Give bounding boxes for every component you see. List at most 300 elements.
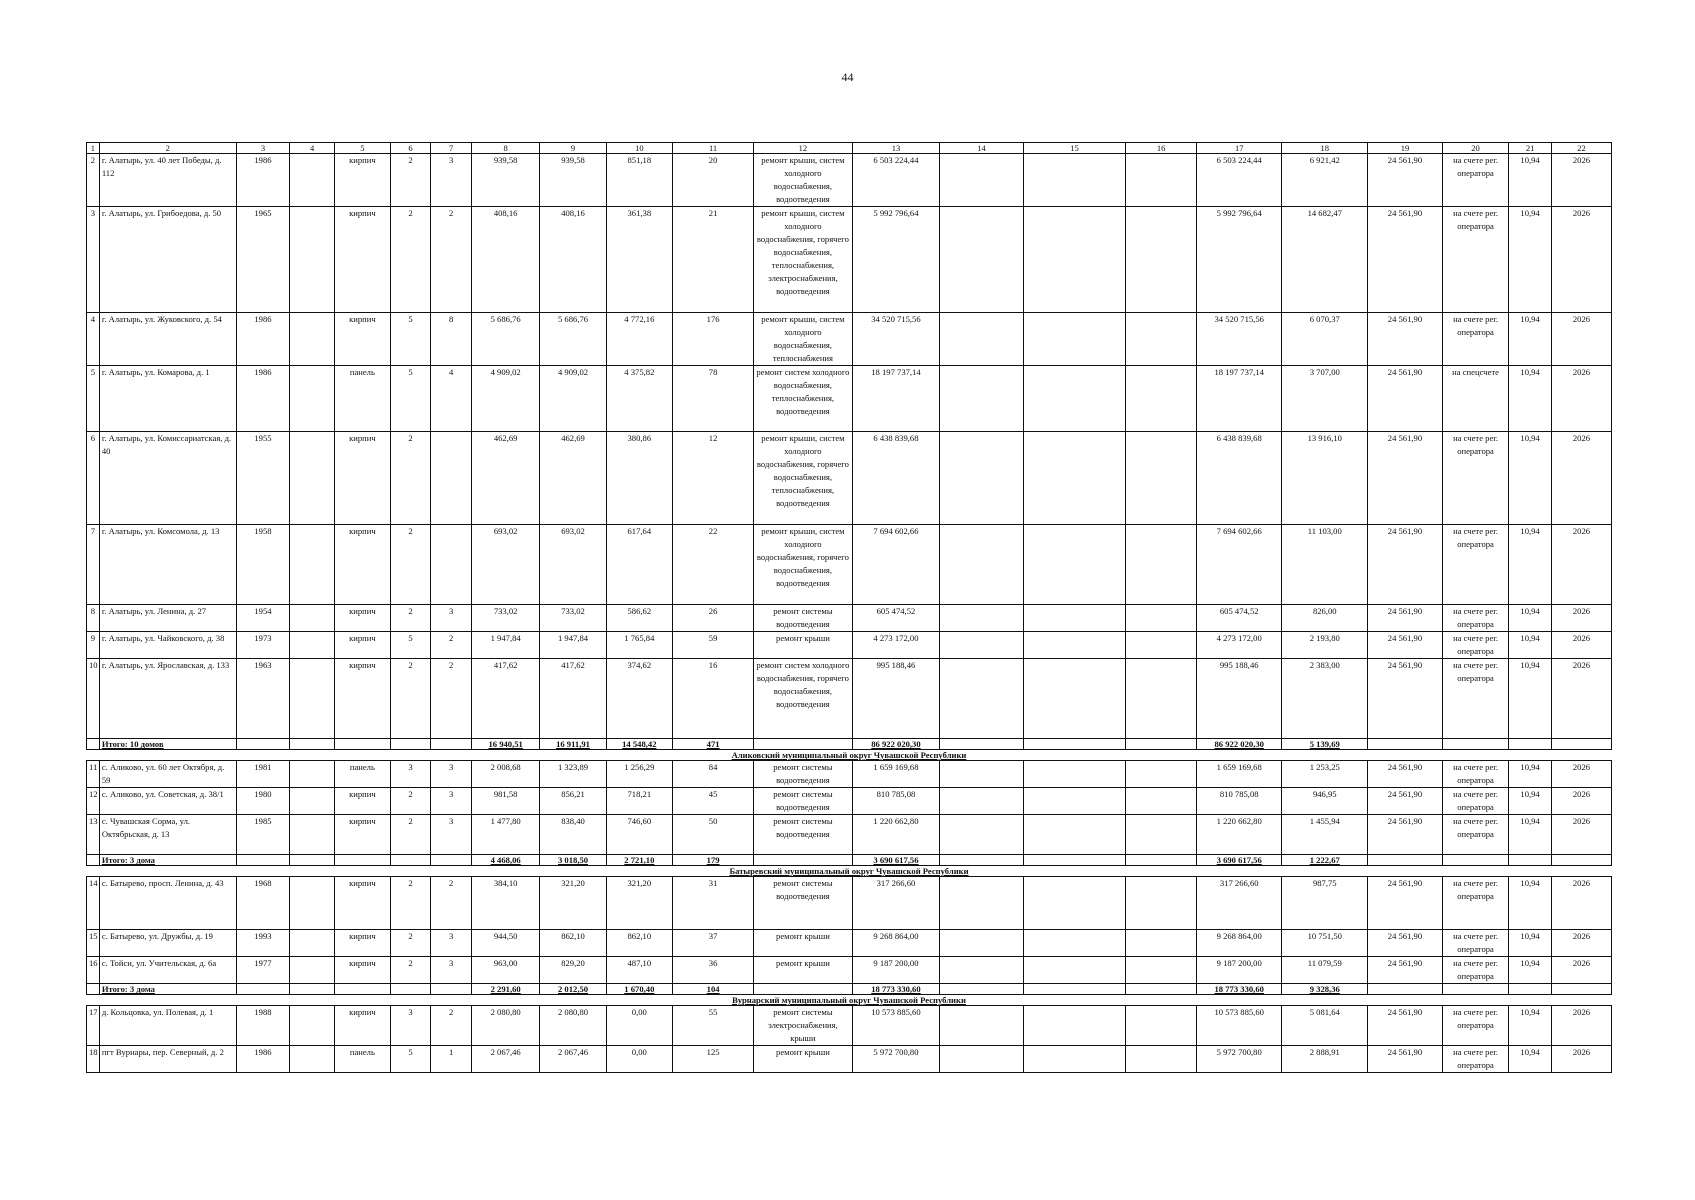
cell-col-1: 5 (87, 366, 100, 432)
column-number: 6 (390, 143, 431, 154)
cell-col-3: 1973 (236, 632, 289, 659)
column-number: 21 (1509, 143, 1552, 154)
cell-col-21: 10,94 (1509, 207, 1552, 313)
cell-col-20: на счете рег. оператора (1442, 432, 1508, 525)
cell-col-4 (290, 957, 335, 984)
cell-col-11: 179 (672, 855, 753, 866)
cell-col-6 (390, 984, 431, 995)
house-row (87, 525, 1612, 605)
cell-col-21: 10,94 (1509, 788, 1552, 815)
cell-col-5 (335, 739, 391, 750)
cell-col-9: 4 909,02 (540, 366, 606, 432)
cell-col-19: 24 561,90 (1368, 877, 1443, 930)
cell-col-9: 5 686,76 (540, 313, 606, 366)
cell-col-15 (1023, 739, 1126, 750)
cell-col-1: 12 (87, 788, 100, 815)
subtotal-row (87, 984, 1612, 995)
cell-col-18: 10 751,50 (1282, 930, 1368, 957)
cell-col-11: 45 (672, 788, 753, 815)
cell-col-17: 86 922 020,30 (1196, 739, 1282, 750)
cell-col-15 (1023, 815, 1126, 855)
cell-col-19: 24 561,90 (1368, 432, 1443, 525)
cell-col-21: 10,94 (1509, 313, 1552, 366)
cell-col-17: 1 659 169,68 (1196, 761, 1282, 788)
cell-col-9: 408,16 (540, 207, 606, 313)
cell-col-6: 2 (390, 930, 431, 957)
cell-col-18: 9 328,36 (1282, 984, 1368, 995)
cell-col-20: на счете рег. оператора (1442, 154, 1508, 207)
cell-col-13: 9 187 200,00 (852, 957, 940, 984)
cell-col-21: 10,94 (1509, 930, 1552, 957)
column-number: 5 (335, 143, 391, 154)
cell-col-9: 2 012,50 (540, 984, 606, 995)
cell-col-11: 12 (672, 432, 753, 525)
cell-col-18: 14 682,47 (1282, 207, 1368, 313)
cell-col-1: 13 (87, 815, 100, 855)
cell-col-14 (940, 739, 1023, 750)
cell-col-22: 2026 (1551, 1006, 1611, 1046)
cell-col-22: 2026 (1551, 930, 1611, 957)
cell-col-13: 810 785,08 (852, 788, 940, 815)
cell-col-12: ремонт крыши, систем холодного водоснабжения, горячего водоснабжения, теплоснабжения, водоотведения (754, 432, 852, 525)
cell-col-14 (940, 788, 1023, 815)
cell-col-10: 718,21 (606, 788, 672, 815)
cell-col-7 (431, 525, 472, 605)
cell-col-12: ремонт системы водоотведения (754, 815, 852, 855)
cell-col-9: 693,02 (540, 525, 606, 605)
cell-col-4 (290, 1006, 335, 1046)
cell-col-2: г. Алатырь, ул. 40 лет Победы, д. 112 (99, 154, 236, 207)
cell-col-5: кирпич (335, 632, 391, 659)
cell-col-9: 1 947,84 (540, 632, 606, 659)
cell-col-13: 317 266,60 (852, 877, 940, 930)
cell-col-14 (940, 1046, 1023, 1073)
cell-col-9: 838,40 (540, 815, 606, 855)
cell-col-11: 78 (672, 366, 753, 432)
cell-col-20: на счете рег. оператора (1442, 659, 1508, 739)
cell-col-14 (940, 525, 1023, 605)
cell-col-16 (1126, 984, 1197, 995)
cell-col-16 (1126, 739, 1197, 750)
cell-col-7: 2 (431, 659, 472, 739)
cell-col-4 (290, 659, 335, 739)
cell-col-3: 1977 (236, 957, 289, 984)
cell-col-5: кирпич (335, 207, 391, 313)
cell-col-6: 2 (390, 815, 431, 855)
cell-col-12: ремонт систем холодного водоснабжения, теплоснабжения, водоотведения (754, 366, 852, 432)
cell-col-18: 2 383,00 (1282, 659, 1368, 739)
column-number-row (87, 143, 1612, 154)
cell-col-19: 24 561,90 (1368, 761, 1443, 788)
cell-col-2: с. Чувашская Сорма, ул. Октябрьская, д. 13 (99, 815, 236, 855)
cell-col-11: 104 (672, 984, 753, 995)
cell-col-22: 2026 (1551, 207, 1611, 313)
cell-col-7: 1 (431, 1046, 472, 1073)
column-number: 9 (540, 143, 606, 154)
cell-col-22 (1551, 855, 1611, 866)
cell-col-8: 462,69 (471, 432, 539, 525)
cell-col-11: 176 (672, 313, 753, 366)
cell-col-13: 6 438 839,68 (852, 432, 940, 525)
cell-col-2: г. Алатырь, ул. Ярославская, д. 133 (99, 659, 236, 739)
house-row (87, 605, 1612, 632)
cell-col-14 (940, 605, 1023, 632)
cell-col-22: 2026 (1551, 877, 1611, 930)
cell-col-11: 20 (672, 154, 753, 207)
cell-col-12: ремонт системы водоотведения (754, 605, 852, 632)
cell-col-8: 16 940,51 (471, 739, 539, 750)
cell-col-18: 13 916,10 (1282, 432, 1368, 525)
cell-col-13: 18 773 330,60 (852, 984, 940, 995)
subtotal-row (87, 739, 1612, 750)
cell-col-1: 2 (87, 154, 100, 207)
cell-col-16 (1126, 154, 1197, 207)
cell-col-14 (940, 984, 1023, 995)
cell-col-16 (1126, 815, 1197, 855)
cell-col-20: на счете рег. оператора (1442, 1006, 1508, 1046)
cell-col-2: г. Алатырь, ул. Чайковского, д. 38 (99, 632, 236, 659)
cell-col-3: 1963 (236, 659, 289, 739)
cell-col-16 (1126, 207, 1197, 313)
cell-col-13: 9 268 864,00 (852, 930, 940, 957)
cell-col-21: 10,94 (1509, 432, 1552, 525)
cell-col-21: 10,94 (1509, 815, 1552, 855)
cell-col-7: 3 (431, 761, 472, 788)
cell-col-13: 86 922 020,30 (852, 739, 940, 750)
cell-col-18: 5 081,64 (1282, 1006, 1368, 1046)
cell-col-8: 384,10 (471, 877, 539, 930)
cell-col-3 (236, 855, 289, 866)
cell-col-5: кирпич (335, 1006, 391, 1046)
cell-col-3 (236, 739, 289, 750)
cell-col-5 (335, 855, 391, 866)
cell-col-7: 4 (431, 366, 472, 432)
cell-col-18: 6 921,42 (1282, 154, 1368, 207)
cell-col-11: 125 (672, 1046, 753, 1073)
cell-col-16 (1126, 957, 1197, 984)
cell-col-16 (1126, 366, 1197, 432)
cell-col-4 (290, 632, 335, 659)
cell-col-11: 59 (672, 632, 753, 659)
cell-col-8: 1 477,80 (471, 815, 539, 855)
cell-col-2: г. Алатырь, ул. Комсомола, д. 13 (99, 525, 236, 605)
cell-col-12 (754, 984, 852, 995)
cell-col-7: 2 (431, 877, 472, 930)
cell-col-2: с. Аликово, ул. Советская, д. 38/1 (99, 788, 236, 815)
cell-col-9: 3 018,50 (540, 855, 606, 866)
house-row (87, 154, 1612, 207)
cell-col-9: 2 080,80 (540, 1006, 606, 1046)
cell-col-8: 2 067,46 (471, 1046, 539, 1073)
column-number: 2 (99, 143, 236, 154)
cell-col-7 (431, 984, 472, 995)
cell-col-21: 10,94 (1509, 761, 1552, 788)
house-row (87, 1006, 1612, 1046)
cell-col-15 (1023, 154, 1126, 207)
cell-col-22: 2026 (1551, 659, 1611, 739)
cell-col-16 (1126, 855, 1197, 866)
cell-col-19: 24 561,90 (1368, 154, 1443, 207)
column-number: 16 (1126, 143, 1197, 154)
cell-col-14 (940, 313, 1023, 366)
cell-col-9: 1 323,89 (540, 761, 606, 788)
cell-col-17: 34 520 715,56 (1196, 313, 1282, 366)
cell-col-19 (1368, 855, 1443, 866)
cell-col-9: 417,62 (540, 659, 606, 739)
cell-col-5: кирпич (335, 154, 391, 207)
cell-col-18: 6 070,37 (1282, 313, 1368, 366)
cell-col-11: 16 (672, 659, 753, 739)
cell-col-18: 2 193,80 (1282, 632, 1368, 659)
cell-col-21: 10,94 (1509, 605, 1552, 632)
cell-col-8: 417,62 (471, 659, 539, 739)
cell-col-14 (940, 207, 1023, 313)
cell-col-19: 24 561,90 (1368, 930, 1443, 957)
cell-col-1 (87, 739, 100, 750)
column-number: 17 (1196, 143, 1282, 154)
cell-col-1: 4 (87, 313, 100, 366)
cell-col-10: 1 256,29 (606, 761, 672, 788)
cell-col-1: 7 (87, 525, 100, 605)
cell-col-11: 36 (672, 957, 753, 984)
cell-col-16 (1126, 1046, 1197, 1073)
cell-col-18: 11 079,59 (1282, 957, 1368, 984)
cell-col-12: ремонт крыши, систем холодного водоснабжения, горячего водоснабжения, теплоснабжения, электроснабжения, водоотведения (754, 207, 852, 313)
column-number: 18 (1282, 143, 1368, 154)
cell-col-10: 586,62 (606, 605, 672, 632)
cell-col-3: 1985 (236, 815, 289, 855)
cell-col-2: г. Алатырь, ул. Ленина, д. 27 (99, 605, 236, 632)
cell-col-10: 862,10 (606, 930, 672, 957)
cell-col-13: 605 474,52 (852, 605, 940, 632)
cell-col-21: 10,94 (1509, 525, 1552, 605)
cell-col-22: 2026 (1551, 366, 1611, 432)
column-number: 3 (236, 143, 289, 154)
cell-col-11: 50 (672, 815, 753, 855)
cell-col-22: 2026 (1551, 154, 1611, 207)
cell-col-5: кирпич (335, 659, 391, 739)
cell-col-7: 3 (431, 605, 472, 632)
column-number: 4 (290, 143, 335, 154)
cell-col-12: ремонт крыши, систем холодного водоснабжения, водоотведения (754, 154, 852, 207)
cell-col-5: кирпич (335, 313, 391, 366)
column-number: 13 (852, 143, 940, 154)
cell-col-15 (1023, 659, 1126, 739)
cell-col-13: 7 694 602,66 (852, 525, 940, 605)
cell-col-20: на счете рег. оператора (1442, 788, 1508, 815)
district-heading-row (87, 866, 1612, 877)
cell-col-7: 2 (431, 632, 472, 659)
cell-col-20: на счете рег. оператора (1442, 313, 1508, 366)
cell-col-2: г. Алатырь, ул. Жуковского, д. 54 (99, 313, 236, 366)
cell-col-19: 24 561,90 (1368, 632, 1443, 659)
cell-col-13: 1 220 662,80 (852, 815, 940, 855)
cell-col-15 (1023, 605, 1126, 632)
cell-col-20: на счете рег. оператора (1442, 207, 1508, 313)
cell-col-8: 408,16 (471, 207, 539, 313)
cell-col-9: 829,20 (540, 957, 606, 984)
cell-col-3: 1965 (236, 207, 289, 313)
cell-col-2: с. Тойси, ул. Учительская, д. 6а (99, 957, 236, 984)
cell-col-14 (940, 877, 1023, 930)
cell-col-16 (1126, 525, 1197, 605)
cell-col-7: 3 (431, 957, 472, 984)
cell-col-16 (1126, 1006, 1197, 1046)
cell-col-16 (1126, 605, 1197, 632)
cell-col-17: 7 694 602,66 (1196, 525, 1282, 605)
cell-col-17: 3 690 617,56 (1196, 855, 1282, 866)
cell-col-21 (1509, 739, 1552, 750)
cell-col-9: 939,58 (540, 154, 606, 207)
cell-col-20 (1442, 855, 1508, 866)
cell-col-18: 987,75 (1282, 877, 1368, 930)
cell-col-8: 733,02 (471, 605, 539, 632)
cell-col-22: 2026 (1551, 761, 1611, 788)
cell-col-13: 3 690 617,56 (852, 855, 940, 866)
cell-col-14 (940, 815, 1023, 855)
house-row (87, 815, 1612, 855)
column-number: 10 (606, 143, 672, 154)
cell-col-4 (290, 788, 335, 815)
house-row (87, 957, 1612, 984)
cell-col-1: 15 (87, 930, 100, 957)
cell-col-15 (1023, 632, 1126, 659)
cell-col-10: 1 670,40 (606, 984, 672, 995)
column-number: 19 (1368, 143, 1443, 154)
cell-col-10: 487,10 (606, 957, 672, 984)
cell-col-13: 10 573 885,60 (852, 1006, 940, 1046)
cell-col-3: 1988 (236, 1006, 289, 1046)
cell-col-2: Итого: 3 дома (99, 984, 236, 995)
cell-col-5: кирпич (335, 930, 391, 957)
cell-col-13: 995 188,46 (852, 659, 940, 739)
cell-col-18: 2 888,91 (1282, 1046, 1368, 1073)
cell-col-12 (754, 855, 852, 866)
cell-col-15 (1023, 957, 1126, 984)
cell-col-7: 8 (431, 313, 472, 366)
cell-col-15 (1023, 432, 1126, 525)
cell-col-11: 22 (672, 525, 753, 605)
cell-col-18: 826,00 (1282, 605, 1368, 632)
cell-col-7: 3 (431, 930, 472, 957)
cell-col-17: 5 992 796,64 (1196, 207, 1282, 313)
cell-col-10: 321,20 (606, 877, 672, 930)
cell-col-22: 2026 (1551, 605, 1611, 632)
cell-col-9: 321,20 (540, 877, 606, 930)
cell-col-21: 10,94 (1509, 1006, 1552, 1046)
cell-col-19: 24 561,90 (1368, 957, 1443, 984)
cell-col-15 (1023, 1046, 1126, 1073)
cell-col-10: 4 375,82 (606, 366, 672, 432)
cell-col-13: 18 197 737,14 (852, 366, 940, 432)
cell-col-20: на счете рег. оператора (1442, 761, 1508, 788)
cell-col-7 (431, 739, 472, 750)
cell-col-6: 2 (390, 877, 431, 930)
cell-col-19: 24 561,90 (1368, 659, 1443, 739)
cell-col-13: 6 503 224,44 (852, 154, 940, 207)
cell-col-8: 2 008,68 (471, 761, 539, 788)
cell-col-3 (236, 984, 289, 995)
house-row (87, 930, 1612, 957)
cell-col-1: 14 (87, 877, 100, 930)
cell-col-13: 5 972 700,80 (852, 1046, 940, 1073)
cell-col-15 (1023, 877, 1126, 930)
cell-col-17: 6 438 839,68 (1196, 432, 1282, 525)
cell-col-6: 2 (390, 525, 431, 605)
column-number: 12 (754, 143, 852, 154)
cell-col-16 (1126, 877, 1197, 930)
cell-col-19: 24 561,90 (1368, 815, 1443, 855)
cell-col-17: 605 474,52 (1196, 605, 1282, 632)
cell-col-21: 10,94 (1509, 1046, 1552, 1073)
cell-col-5: кирпич (335, 432, 391, 525)
cell-col-12 (754, 739, 852, 750)
house-row (87, 366, 1612, 432)
cell-col-12: ремонт системы водоотведения (754, 877, 852, 930)
cell-col-22: 2026 (1551, 957, 1611, 984)
cell-col-1: 9 (87, 632, 100, 659)
cell-col-21 (1509, 984, 1552, 995)
house-row (87, 788, 1612, 815)
district-heading: Батыревский муниципальный округ Чувашской Республики (87, 866, 1612, 877)
cell-col-4 (290, 761, 335, 788)
cell-col-2: г. Алатырь, ул. Комарова, д. 1 (99, 366, 236, 432)
cell-col-3: 1986 (236, 154, 289, 207)
cell-col-20: на счете рег. оператора (1442, 815, 1508, 855)
cell-col-1 (87, 855, 100, 866)
cell-col-17: 5 972 700,80 (1196, 1046, 1282, 1073)
cell-col-20: на счете рег. оператора (1442, 605, 1508, 632)
cell-col-8: 1 947,84 (471, 632, 539, 659)
cell-col-15 (1023, 313, 1126, 366)
house-row (87, 659, 1612, 739)
cell-col-19 (1368, 739, 1443, 750)
cell-col-13: 34 520 715,56 (852, 313, 940, 366)
cell-col-12: ремонт крыши (754, 930, 852, 957)
cell-col-22: 2026 (1551, 788, 1611, 815)
cell-col-17: 18 197 737,14 (1196, 366, 1282, 432)
cell-col-1: 17 (87, 1006, 100, 1046)
cell-col-5: кирпич (335, 877, 391, 930)
cell-col-5: панель (335, 761, 391, 788)
cell-col-10: 851,18 (606, 154, 672, 207)
cell-col-10: 361,38 (606, 207, 672, 313)
column-number: 22 (1551, 143, 1611, 154)
cell-col-22: 2026 (1551, 432, 1611, 525)
cell-col-17: 9 187 200,00 (1196, 957, 1282, 984)
cell-col-17: 18 773 330,60 (1196, 984, 1282, 995)
cell-col-12: ремонт системы электроснабжения, крыши (754, 1006, 852, 1046)
cell-col-15 (1023, 207, 1126, 313)
cell-col-1: 18 (87, 1046, 100, 1073)
cell-col-10: 617,64 (606, 525, 672, 605)
cell-col-6 (390, 855, 431, 866)
cell-col-6: 2 (390, 605, 431, 632)
cell-col-18: 11 103,00 (1282, 525, 1368, 605)
cell-col-20 (1442, 739, 1508, 750)
cell-col-4 (290, 1046, 335, 1073)
cell-col-10: 380,86 (606, 432, 672, 525)
cell-col-9: 862,10 (540, 930, 606, 957)
cell-col-6: 2 (390, 957, 431, 984)
cell-col-11: 55 (672, 1006, 753, 1046)
cell-col-2: Итого: 3 дома (99, 855, 236, 866)
cell-col-4 (290, 930, 335, 957)
house-row (87, 1046, 1612, 1073)
cell-col-20: на счете рег. оператора (1442, 877, 1508, 930)
cell-col-9: 16 911,91 (540, 739, 606, 750)
cell-col-14 (940, 930, 1023, 957)
